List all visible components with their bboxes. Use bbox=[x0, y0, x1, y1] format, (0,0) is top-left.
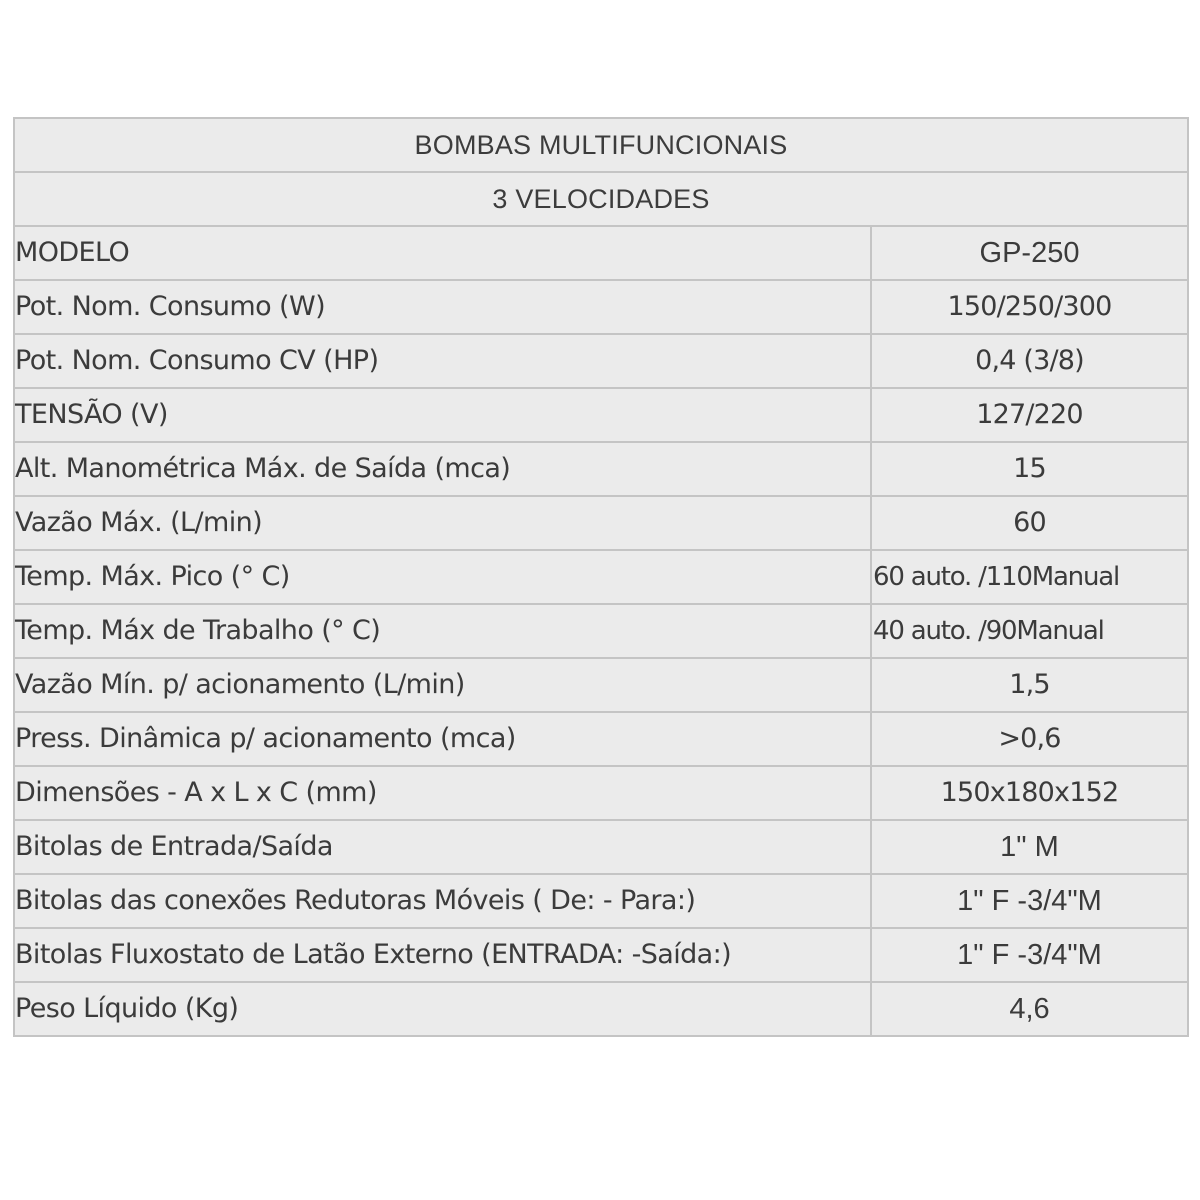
spec-label: Vazão Máx. (L/min) bbox=[14, 496, 871, 550]
spec-label: Vazão Mín. p/ acionamento (L/min) bbox=[14, 658, 871, 712]
spec-label: TENSÃO (V) bbox=[14, 388, 871, 442]
spec-label: Temp. Máx. Pico (° C) bbox=[14, 550, 871, 604]
spec-label: Pot. Nom. Consumo CV (HP) bbox=[14, 334, 871, 388]
spec-value: 4,6 bbox=[871, 982, 1188, 1036]
spec-value: 0,4 (3/8) bbox=[871, 334, 1188, 388]
table-row bbox=[14, 982, 1188, 1036]
table-row bbox=[14, 820, 1188, 874]
spec-value: 1" M bbox=[871, 820, 1188, 874]
table-row bbox=[14, 442, 1188, 496]
table-row bbox=[14, 928, 1188, 982]
spec-value: 40 auto. /90Manual bbox=[871, 604, 1188, 658]
table-row bbox=[14, 226, 1188, 280]
spec-value: GP-250 bbox=[871, 226, 1188, 280]
spec-label: MODELO bbox=[14, 226, 871, 280]
spec-value: 1,5 bbox=[871, 658, 1188, 712]
spec-value: 1" F -3/4"M bbox=[871, 928, 1188, 982]
spec-label: Alt. Manométrica Máx. de Saída (mca) bbox=[14, 442, 871, 496]
table-title: BOMBAS MULTIFUNCIONAIS bbox=[14, 118, 1188, 172]
spec-value: 150/250/300 bbox=[871, 280, 1188, 334]
spec-label: Bitolas de Entrada/Saída bbox=[14, 820, 871, 874]
spec-label: Temp. Máx de Trabalho (° C) bbox=[14, 604, 871, 658]
spec-value: 127/220 bbox=[871, 388, 1188, 442]
table-row bbox=[14, 604, 1188, 658]
spec-label: Pot. Nom. Consumo (W) bbox=[14, 280, 871, 334]
spec-value: >0,6 bbox=[871, 712, 1188, 766]
table-row bbox=[14, 766, 1188, 820]
table-subtitle: 3 VELOCIDADES bbox=[14, 172, 1188, 226]
spec-table bbox=[13, 117, 1189, 1037]
table-row bbox=[14, 658, 1188, 712]
table-row bbox=[14, 496, 1188, 550]
table-title-row bbox=[14, 118, 1188, 172]
spec-label: Peso Líquido (Kg) bbox=[14, 982, 871, 1036]
spec-label: Dimensões - A x L x C (mm) bbox=[14, 766, 871, 820]
table-subtitle-row bbox=[14, 172, 1188, 226]
table-row bbox=[14, 550, 1188, 604]
spec-value: 1" F -3/4"M bbox=[871, 874, 1188, 928]
table-row bbox=[14, 874, 1188, 928]
spec-value: 60 auto. /110Manual bbox=[871, 550, 1188, 604]
spec-value: 150x180x152 bbox=[871, 766, 1188, 820]
spec-value: 60 bbox=[871, 496, 1188, 550]
spec-label: Bitolas das conexões Redutoras Móveis ( De: - Para:) bbox=[14, 874, 871, 928]
spec-label: Bitolas Fluxostato de Latão Externo (ENTRADA: -Saída:) bbox=[14, 928, 871, 982]
table-row bbox=[14, 388, 1188, 442]
table-row bbox=[14, 712, 1188, 766]
spec-value: 15 bbox=[871, 442, 1188, 496]
table-row bbox=[14, 280, 1188, 334]
spec-label: Press. Dinâmica p/ acionamento (mca) bbox=[14, 712, 871, 766]
table-row bbox=[14, 334, 1188, 388]
